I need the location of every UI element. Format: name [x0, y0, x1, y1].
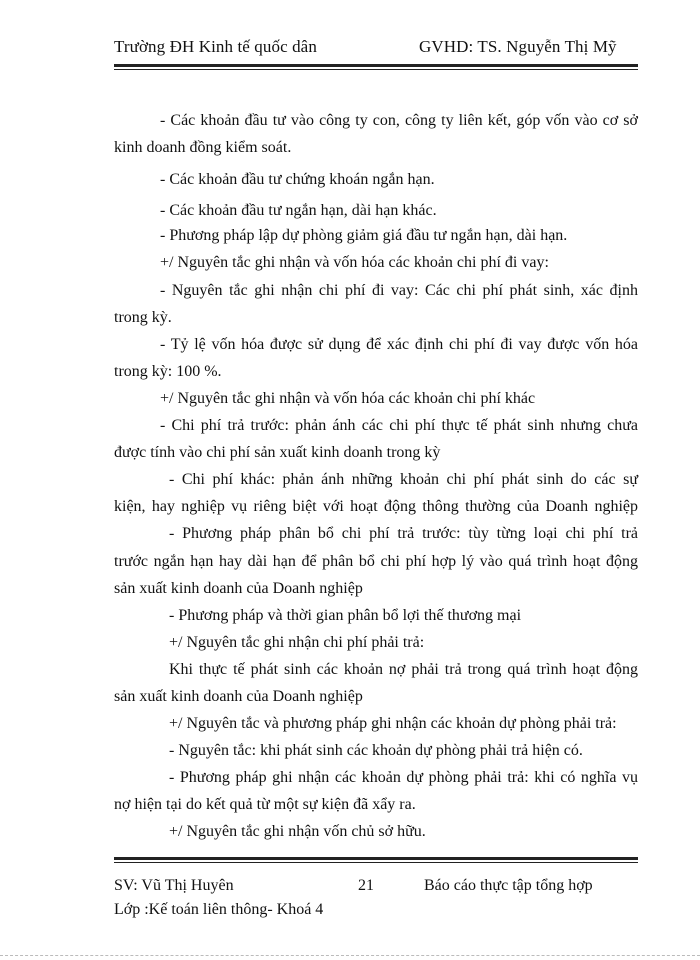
body-line: kinh doanh đồng kiểm soát.: [114, 139, 292, 156]
footer-class: Lớp :Kế toán liên thông- Khoá 4: [114, 901, 324, 918]
header-rule: [114, 64, 638, 70]
body-line: - Các khoản đầu tư chứng khoán ngắn hạn.: [160, 171, 435, 188]
body-line: nợ hiện tại do kết quả từ một sự kiện đã xẩy ra.: [114, 796, 416, 813]
footer-rule: [114, 857, 638, 863]
header-school: Trường ĐH Kinh tế quốc dân: [114, 37, 317, 56]
page-header: [114, 37, 638, 59]
footer-student: SV: Vũ Thị Huyên: [114, 877, 234, 894]
body-line: sản xuất kinh doanh của Doanh nghiệp: [114, 688, 363, 705]
body-line: trong kỳ.: [114, 309, 172, 326]
body-line: +/ Nguyên tắc ghi nhận vốn chủ sở hữu.: [169, 823, 426, 840]
body-line: +/ Nguyên tắc ghi nhận và vốn hóa các khoản chi phí khác: [160, 390, 536, 407]
footer-report-title: Báo cáo thực tập tổng hợp: [424, 877, 593, 894]
body-line: được tính vào chi phí sản xuất kinh doanh trong kỳ: [114, 444, 441, 461]
body-line: trước ngắn hạn hay dài hạn để phân bổ chi phí hợp lý vào quá trình hoạt động: [114, 553, 638, 570]
body-line: - Chi phí trả trước: phản ánh các chi phí thực tế phát sinh nhưng chưa: [160, 417, 638, 434]
body-line: - Phương pháp ghi nhận các khoản dự phòng phải trả: khi có nghĩa vụ: [169, 769, 638, 786]
body-line: kiện, hay nghiệp vụ riêng biệt với hoạt động thông thường của Doanh nghiệp: [114, 498, 638, 515]
body-line: +/ Nguyên tắc ghi nhận chi phí phải trả:: [169, 634, 425, 651]
body-line: sản xuất kinh doanh của Doanh nghiệp: [114, 580, 363, 597]
body-line: Khi thực tế phát sinh các khoản nợ phải trả trong quá trình hoạt động: [169, 661, 638, 678]
body-line: - Phương pháp phân bổ chi phí trả trước: tùy từng loại chi phí trả: [169, 525, 638, 542]
body-line: - Nguyên tắc ghi nhận chi phí đi vay: Các chi phí phát sinh, xác định: [160, 282, 638, 299]
body-line: - Phương pháp lập dự phòng giảm giá đầu tư ngắn hạn, dài hạn.: [160, 227, 568, 244]
body-line: - Các khoản đầu tư vào công ty con, công ty liên kết, góp vốn vào cơ sở: [160, 112, 638, 129]
body-line: trong kỳ: 100 %.: [114, 363, 222, 380]
body-line: - Tỷ lệ vốn hóa được sử dụng để xác định chi phí đi vay được vốn hóa: [160, 336, 638, 353]
body-line: - Các khoản đầu tư ngắn hạn, dài hạn khác.: [160, 202, 437, 219]
page-edge-divider: [0, 955, 700, 956]
body-line: - Phương pháp và thời gian phân bổ lợi thế thương mại: [169, 607, 522, 624]
body-line: +/ Nguyên tắc ghi nhận và vốn hóa các khoản chi phí đi vay:: [160, 254, 549, 271]
page-number: 21: [358, 877, 374, 894]
header-advisor: GVHD: TS. Nguyễn Thị Mỹ: [419, 37, 617, 56]
body-line: - Chi phí khác: phản ánh những khoản chi phí phát sinh do các sự: [169, 471, 638, 488]
body-line: - Nguyên tắc: khi phát sinh các khoản dự phòng phải trả hiện có.: [169, 742, 583, 759]
body-line: +/ Nguyên tắc và phương pháp ghi nhận các khoản dự phòng phải trả:: [169, 715, 617, 732]
